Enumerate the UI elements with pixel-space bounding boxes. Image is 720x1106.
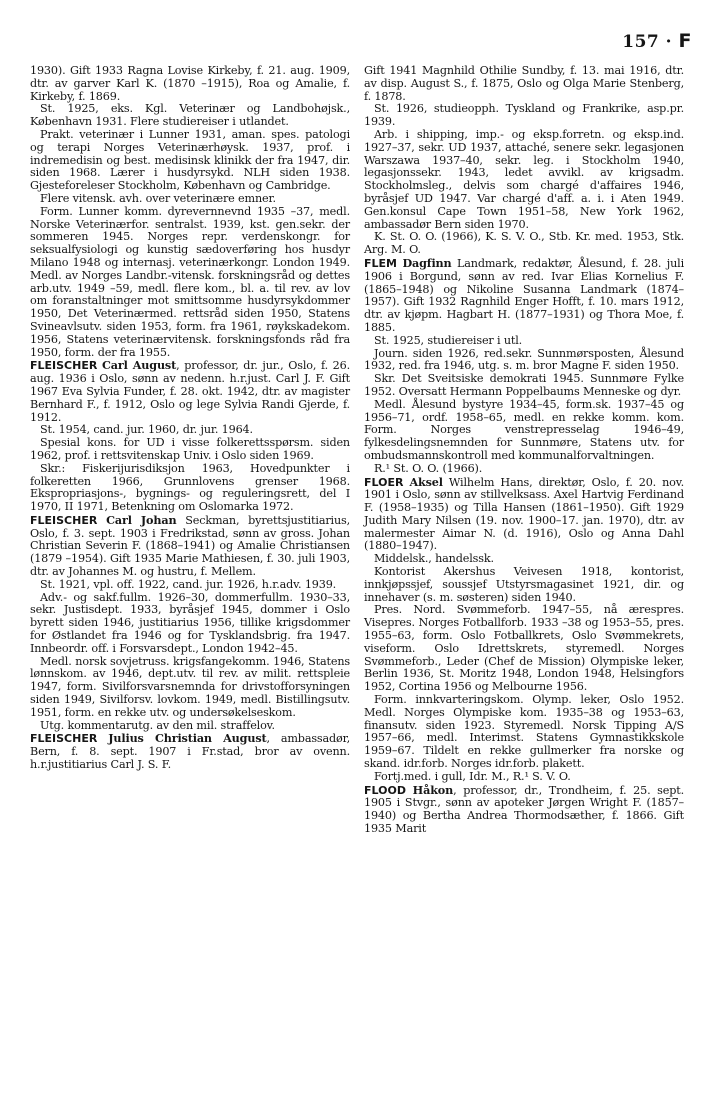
- entry-paragraph: Pres. Nord. Svømmeforb. 1947–55, nå ærespres. Visepres. Norges Fotballforb. 1933 –38 og 1953–55, pres. 1955–63, form. Oslo Fotballkrets, Oslo Svømmekrets, viseform. Oslo Idrettskrets, styremedl. Norges Svømmeforb., Leder (Chef de Mission) Olympiske leker, Berlin 1936, St. Moritz 1948, London 1948, Helsingfors 1952, Cortina 1956 og Melbourne 1956.: [364, 603, 684, 694]
- entry-text: Seckman, byrettsjustitiarius, Oslo, f. 3. sept. 1903 i Fredrikstad, sønn av gross. Johan Christian Severin F. (1868–1941) og Amalie Christiansen (1879 –1954). Gift 1935 Marie Mathiesen, f. 30. juli 1903, dtr. av Johannes M. og hustru, f. Mellem.: [30, 513, 351, 579]
- entry-paragraph: Flere vitensk. avh. over veterinære emner.: [40, 191, 276, 205]
- entry-given-name: Carl August: [102, 358, 177, 373]
- entry-paragraph: Adv.- og sakf.fullm. 1926–30, dommerfullm. 1930–33, sekr. Justisdept. 1933, byråsjef 1945, dommer i Oslo byrett siden 1946, justitiarius 1956, tillike krigsdommer for Østlandet fra 1946 og for Tysklandsbrig. fra 1947. Innbeordr. off. i Forsvarsdept., London 1942–45.: [30, 590, 350, 655]
- entry-paragraph: St. 1926, studieopph. Tyskland og Frankrike, asp.pr. 1939.: [364, 102, 684, 129]
- entry-paragraph: St. 1921, vpl. off. 1922, cand. jur. 1926, h.r.adv. 1939.: [40, 577, 337, 591]
- entry-paragraph: St. 1925, studiereiser i utl.: [374, 333, 523, 347]
- entry-surname: FLEISCHER: [30, 359, 98, 373]
- entry-paragraph: K. St. O. O. (1966), K. S. V. O., Stb. Kr. med. 1953, Stk. Arg. M. O.: [364, 230, 684, 257]
- right-column: [364, 65, 684, 836]
- entry-text: , ambassadør, Bern, f. 8. sept. 1907 i Fr.stad, bror av ovenn. h.r.justitiarius Carl J. S. F.: [30, 732, 351, 772]
- biography-entry: [364, 784, 684, 836]
- page-header: [622, 30, 692, 52]
- biography-entry: [30, 514, 350, 579]
- entry-paragraph: Kontorist Akershus Veivesen 1918, kontorist, innkjøpssjef, soussjef Utstyrsmagasinet 1921, dir. og innehaver (s. m. søsteren) siden 1940.: [364, 565, 684, 604]
- entry-paragraph: Skr. Det Sveitsiske demokrati 1945. Sunnmøre Fylke 1952. Oversatt Hermann Poppelbaums Menneske og dyr.: [364, 372, 684, 398]
- entry-paragraph: Form. Lunner komm. dyrevernnevnd 1935 –37, medl. Norske Veterinærfor. sentralst. 1939, kst. gen.sekr. der sommeren 1945. Norges repr. verdenskongr. for seksualfysiologi og kunstig sædoverføring hos husdyr Milano 1948 og internasj. veterinærkongr. London 1949. Medl. av Norges Landbr.-vitensk. forskningsråd og dettes arb.utv. 1949 –59, medl. flere kom., bl. a. til rev. av lov om foranstaltninger mot smittsomme husdyrsykdommer 1950, Det Veterinærmed. rettsråd siden 1950, Statens Svineavlsutv. siden 1953, form. fra 1961, røykskadekom. 1956, Statens veterinærvitensk. forskningsfonds råd fra 1950, form. der fra 1955.: [30, 204, 350, 359]
- entry-surname: FLEISCHER: [30, 513, 98, 527]
- entry-paragraph: Skr.: Fiskerijurisdiksjon 1963, Hovedpunkter i folkeretten 1966, Grunnlovens grenser 1968. Ekspropriasjons-, bygnings- og reguleringsrett, del I 1970, II 1971, Betenkning om Oslomarka 1972.: [30, 461, 350, 514]
- entry-surname: FLEM: [364, 256, 397, 270]
- entry-paragraph: R.¹ St. O. O. (1966).: [374, 461, 483, 475]
- entry-text: Wilhelm Hans, direktør, Oslo, f. 20. nov. 1901 i Oslo, sønn av stillvelksass. Axel Hartvig Ferdinand F. (1958–1935) og Tilla Hansen (1861–1950). Gift 1929 Judith Mary Nilsen (19. nov. 1900–17. jan. 1970), dtr. av malermester Aimar N. (d. 1916), Oslo og Anna Dahl (1880–1947).: [364, 475, 685, 553]
- entry-paragraph: Middelsk., handelssk.: [374, 552, 494, 566]
- entry-given-name: Håkon: [412, 782, 454, 797]
- entry-paragraph: Form. innkvarteringskom. Olymp. leker, Oslo 1952. Medl. Norges Olympiske kom. 1935–38 og 1953–63, finansutv. siden 1923. Styremedl. Norsk Tipping A/S 1957–66, medl. Interimst. Statens Gymnastikkskole 1959–67. Tildelt en rekke gullmerker fra norske og skand. idr.forb. Norges idr.forb. plakett.: [364, 693, 684, 771]
- entry-given-name: Dagfinn: [402, 255, 452, 270]
- biography-entry: [30, 732, 350, 771]
- entry-paragraph: Fortj.med. i gull, Idr. M., R.¹ S. V. O.: [374, 769, 571, 783]
- entry-paragraph: Medl. norsk sovjetruss. krigsfangekomm. 1946, Statens lønnskom. av 1946, dept.utv. til rev. av milit. rettspleie 1947, form. Sivilforsvarsnemnda for drivstofforsyningen siden 1949, Sivilforsv. lovkom. 1949, medl. Bistillingsutv. 1951, form. en rekke utv. og undersøkelseskom.: [30, 654, 350, 719]
- entry-text: , professor, dr. jur., Oslo, f. 26. aug. 1936 i Oslo, sønn av nedenn. h.r.just. Carl J. F. Gift 1967 Eva Sylvia Funder, f. 28. okt. 1942, dtr. av magister Bernhard F., f. 1912, Oslo og lege Sylvia Randi Gjerde, f. 1912.: [30, 359, 351, 424]
- entry-given-name: Aksel: [409, 474, 443, 489]
- entry-paragraph: Journ. siden 1926, red.sekr. Sunnmørsposten, Ålesund 1932, red. fra 1946, utg. s. m. bror Magne F. siden 1950.: [364, 346, 684, 373]
- left-column: [30, 65, 350, 772]
- biography-entry: [364, 257, 684, 335]
- entry-surname: FLOER: [364, 475, 404, 489]
- header-separator: ·: [659, 32, 679, 52]
- entry-paragraph: Arb. i shipping, imp.- og eksp.forretn. og eksp.ind. 1927–37, sekr. UD 1937, attaché, senere sekr. legasjonen Warszawa 1937–40, sekr. leg. i Stockholm 1940, legasjonssekr. 1943, ledet avvikl. av krigsadm. Stockholmsleg., delvis som chargé d'affaires 1946, byråsjef UD 1947. Var chargé d'aff. a. i. i Aten 1949. Gen.konsul Cape Town 1951–58, New York 1962, ambassadør Bern siden 1970.: [364, 127, 684, 231]
- biography-entry: [364, 476, 684, 554]
- continued-text: Gift 1941 Magnhild Othilie Sundby, f. 13. mai 1916, dtr. av disp. August S., f. 1875, Oslo og Olga Marie Stenberg, f. 1878.: [364, 64, 684, 103]
- entry-paragraph: St. 1954, cand. jur. 1960, dr. jur. 1964.: [40, 423, 253, 437]
- entry-given-name: Carl Johan: [106, 512, 177, 527]
- page-number: 157: [622, 32, 660, 52]
- entry-surname: FLOOD: [364, 783, 406, 797]
- entry-paragraph: Utg. kommentarutg. av den mil. straffelov.: [40, 718, 275, 732]
- section-letter: F: [678, 30, 692, 52]
- entry-paragraph: St. 1925, eks. Kgl. Veterinær og Landbohøjsk., København 1931. Flere studiereiser i utlandet.: [30, 102, 350, 129]
- entry-paragraph: Prakt. veterinær i Lunner 1931, aman. spes. patologi og terapi Norges Veterinærhøysk. 1937, prof. i indremedisin og best. medisinsk klinikk der fra 1947, dir. siden 1968. Lærer i husdyrsykd. NLH siden 1938. Gjesteforeleser Stockholm, København og Cambridge.: [30, 127, 350, 193]
- entry-surname: FLEISCHER: [30, 732, 98, 746]
- continued-text: 1930). Gift 1933 Ragna Lovise Kirkeby, f. 21. aug. 1909, dtr. av garver Karl K. (1870 –1915), Roa og Amalie, f. Kirkeby, f. 1869.: [30, 64, 350, 103]
- biography-entry: [30, 359, 350, 424]
- entry-paragraph: Medl. Ålesund bystyre 1934–45, form.sk. 1937–45 og 1956–71, ordf. 1958–65, medl. en rekke komm. kom. Form. Norges venstrepresselag 1946–49, fylkesdelingsnemnden for Sunnmøre, Statens utv. for ombudsmannskontroll med kommunalforvaltningen.: [364, 397, 684, 462]
- entry-given-name: Julius Christian August: [108, 731, 267, 746]
- entry-text: Landmark, redaktør, Ålesund, f. 28. juli 1906 i Borgund, sønn av red. Ivar Elias Kornelius F. (1865–1948) og Nikoline Susanna Landmark (1874–1957). Gift 1932 Ragnhild Enger Hofft, f. 10. mars 1912, dtr. av kjøpm. Hagbart H. (1877–1931) og Thora Moe, f. 1885.: [364, 256, 685, 334]
- entry-text: , professor, dr., Trondheim, f. 25. sept. 1905 i Stvgr., sønn av apoteker Jørgen Wright F. (1857–1940) og Bertha Andrea Thormodsæther, f. 1866. Gift 1935 Marit: [364, 783, 684, 836]
- entry-paragraph: Spesial kons. for UD i visse folkerettsspørsm. siden 1962, prof. i rettsvitenskap Univ. i Oslo siden 1969.: [30, 436, 350, 462]
